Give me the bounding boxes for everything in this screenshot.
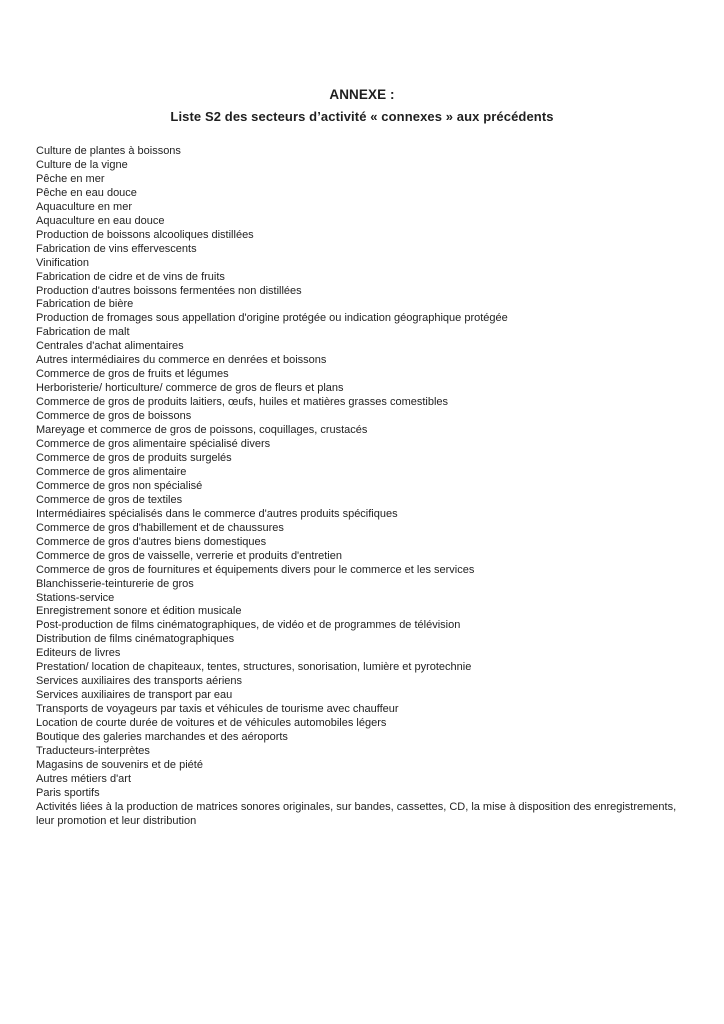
sector-list-item: Stations-service — [36, 591, 115, 604]
sector-list-item: Mareyage et commerce de gros de poissons, coquillages, crustacés — [36, 424, 368, 437]
sector-list-item: Commerce de gros de vaisselle, verrerie et produits d'entretien — [36, 549, 342, 562]
sector-list-item: Culture de plantes à boissons — [36, 145, 181, 157]
sector-list-item: Commerce de gros de produits laitiers, œufs, huiles et matières grasses comestibles — [36, 396, 449, 409]
sector-list-item: Autres métiers d'art — [36, 772, 132, 785]
sector-list-item: Fabrication de bière — [36, 298, 134, 311]
sector-list-item: Location de courte durée de voitures et de véhicules automobiles légers — [36, 717, 387, 730]
sector-list-item: Aquaculture en mer — [36, 200, 132, 213]
sector-list-item: Transports de voyageurs par taxis et véhicules de tourisme avec chauffeur — [36, 703, 399, 716]
sector-list-item: Commerce de gros alimentaire spécialisé divers — [36, 438, 271, 451]
sector-list-item: Traducteurs-interprètes — [36, 744, 150, 757]
sector-list-item: Pêche en eau douce — [36, 186, 137, 199]
sector-list-item: Fabrication de cidre et de vins de fruits — [36, 270, 225, 283]
sector-list-item: Commerce de gros de fournitures et équipements divers pour le commerce et les services — [36, 563, 475, 576]
sector-list-item: Fabrication de malt — [36, 326, 130, 339]
sector-list-item: Enregistrement sonore et édition musicale — [36, 605, 242, 618]
sector-list-item: Autres intermédiaires du commerce en denrées et boissons — [36, 354, 327, 367]
sector-list-item: Commerce de gros de produits surgelés — [36, 451, 232, 464]
sector-list-item: Aquaculture en eau douce — [36, 214, 165, 227]
sector-list-item: Commerce de gros d'autres biens domestiques — [36, 535, 267, 548]
sector-list-item: Blanchisserie-teinturerie de gros — [36, 577, 194, 590]
sector-list-item: Pêche en mer — [36, 172, 105, 185]
sector-list-item: Commerce de gros d'habillement et de chaussures — [36, 521, 284, 534]
sector-list-item: Herboristerie/ horticulture/ commerce de gros de fleurs et plans — [36, 382, 344, 395]
sector-list-item: Activités liées à la production de matrices sonores originales, sur bandes, cassettes, CD, la mise à disposition des enregistrements, leur promotion et leur distribution — [36, 800, 677, 827]
sector-list-item: Production d'autres boissons fermentées non distillées — [36, 284, 302, 297]
sector-list-item: Culture de la vigne — [36, 158, 128, 171]
sector-list-item: Intermédiaires spécialisés dans le commerce d'autres produits spécifiques — [36, 507, 398, 520]
sector-list-item: Vinification — [36, 256, 89, 269]
sector-list-item: Production de fromages sous appellation d'origine protégée ou indication géographique protégée — [36, 312, 508, 325]
sector-list-item: Distribution de films cinématographiques — [36, 633, 235, 646]
sector-list-item: Commerce de gros non spécialisé — [36, 479, 203, 492]
sector-list-item: Commerce de gros de textiles — [36, 493, 183, 506]
sector-list-item: Commerce de gros de fruits et légumes — [36, 368, 229, 381]
sector-list-item: Commerce de gros alimentaire — [36, 465, 187, 478]
sector-list-item: Post-production de films cinématographiques, de vidéo et de programmes de télévision — [36, 619, 461, 632]
sector-list-item: Editeurs de livres — [36, 647, 121, 660]
sector-list-item: Prestation/ location de chapiteaux, tentes, structures, sonorisation, lumière et pyrotechnie — [36, 661, 472, 674]
sector-list-item: Production de boissons alcooliques distillées — [36, 228, 254, 241]
sector-list-item: Paris sportifs — [36, 786, 100, 799]
sector-list-item: Services auxiliaires des transports aériens — [36, 675, 243, 688]
sector-list-item: Magasins de souvenirs et de piété — [36, 758, 203, 771]
sector-list-item: Boutique des galeries marchandes et des aéroports — [36, 731, 288, 744]
annex-subtitle: Liste S2 des secteurs d’activité « connexes » aux précédents — [170, 109, 554, 124]
annex-title: ANNEXE : — [329, 87, 395, 102]
sector-list-item: Centrales d'achat alimentaires — [36, 340, 184, 353]
sector-list — [36, 145, 684, 829]
sector-list-item: Services auxiliaires de transport par eau — [36, 689, 233, 702]
sector-list-item: Commerce de gros de boissons — [36, 410, 192, 423]
sector-list-item: Fabrication de vins effervescents — [36, 242, 197, 255]
